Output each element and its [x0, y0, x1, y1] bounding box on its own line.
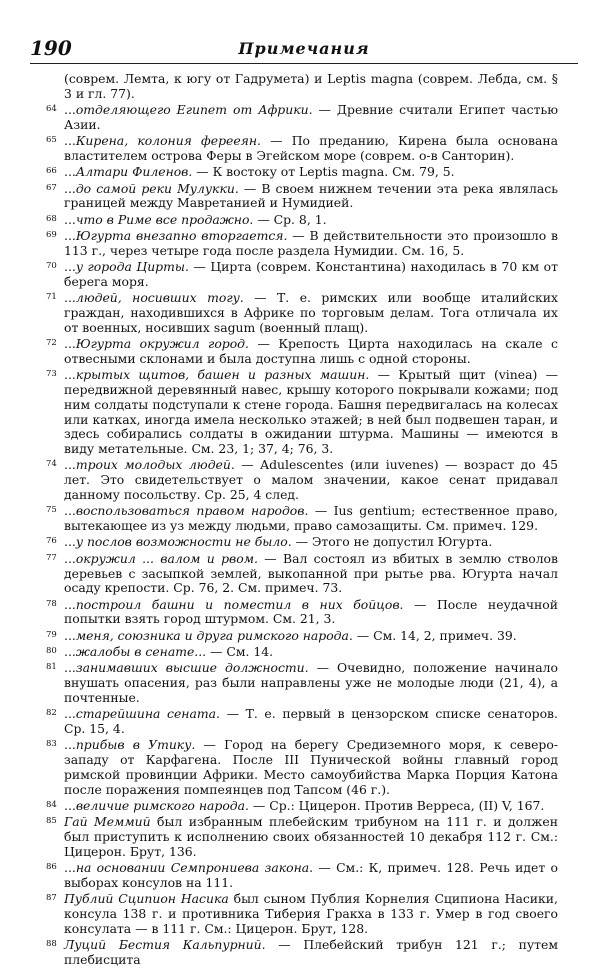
note-number: 84 — [46, 799, 57, 810]
note-text: — См. 14. — [206, 643, 274, 659]
note-lemma: ...Кирена, колония ферееян. — [64, 133, 261, 149]
note-text: — Т. е. первый в цензорском списке сенаторов. Ср. 15, 4. — [64, 706, 558, 736]
note-text: — Ius gentium; естественное право, вытекающее из уз между людьми, право самозащиты. См. примеч. 129. — [64, 503, 558, 534]
note-88 — [46, 937, 558, 968]
note-73 — [46, 367, 558, 457]
note-text: — По преданию, Кирена была основана властителем острова Феры в Эгейском море (соврем. о-в Санторин). — [64, 133, 558, 163]
note-text: — Цирта (соврем. Константина) находилась в 70 км от берега моря. — [64, 259, 558, 289]
note-lemma: ...Югурта окружил город. — [64, 336, 249, 352]
note-number: 67 — [46, 182, 57, 193]
note-lemma: Гай Меммий — [64, 814, 151, 830]
note-lemma: ...воспользоваться правом народов. — [64, 503, 309, 519]
note-number: 85 — [46, 816, 57, 827]
note-lemma: ...на основании Семпрониева закона. — [64, 860, 314, 876]
note-text: — Adulescentes (или iuvenes) — возраст до 45 лет. Это свидетельствует о малом значении, какое сенат придавал данному посольству. Ср. 25, 4 след. — [64, 457, 558, 503]
note-text: — Крепость Цирта находилась на скале с отвесными склонами и была доступна лишь с одной стороны. — [64, 336, 558, 366]
note-text: — Этого не допустил Югурта. — [291, 534, 493, 550]
note-number: 74 — [46, 459, 57, 470]
note-number: 65 — [46, 135, 57, 146]
note-80 — [46, 643, 558, 660]
note-81 — [46, 660, 558, 705]
note-85 — [46, 814, 558, 859]
note-number: 80 — [46, 645, 57, 656]
note-number: 79 — [46, 629, 57, 640]
note-text: — Т. е. римских или вообще италийских граждан, находившихся в Африке по торговым делам. Тога отличала их от военных, носивших sagum (военный плащ). — [64, 290, 558, 335]
note-number: 82 — [46, 708, 57, 719]
note-71 — [46, 290, 558, 335]
note-87 — [46, 891, 558, 936]
note-number: 69 — [46, 229, 57, 240]
note-text: был сыном Публия Корнелия Сципиона Насики, консула 138 г. и противника Тиберия Гракха в 133 г. Умер в год своего консулата — в 111 г. См.: Цицерон. Брут, 128. — [64, 891, 558, 936]
note-lemma: ...крытых щитов, башен и разных машин. — [64, 367, 370, 383]
note-lemma: ...Югурта внезапно вторгается. — [64, 227, 288, 243]
note-number: 78 — [46, 598, 57, 609]
note-number: 76 — [46, 536, 57, 547]
note-number: 66 — [46, 166, 57, 177]
note-number: 83 — [46, 739, 57, 750]
note-lemma: ...величие римского народа. — [64, 797, 249, 813]
note-lemma: ...до самой реки Мулукки. — [64, 180, 239, 196]
note-lemma: Луций Бестия Кальпурний. — [64, 937, 266, 953]
note-text: — См.: К, примеч. 128. Речь идет о выборах консулов на 111. — [64, 860, 558, 890]
note-lemma: ...жалобы в сенате... — [64, 643, 207, 659]
note-68 — [46, 211, 558, 228]
note-number: 72 — [46, 338, 57, 349]
note-text: был избранным плебейским трибуном на 111 г. и должен был приступить к исполнению своих обязанностей 10 декабря 112 г. См.: Цицерон. Брут, 136. — [64, 814, 558, 859]
note-text: — Ср.: Цицерон. Против Верреса, (II) V, 167. — [248, 797, 545, 813]
note-lemma: Публий Сципион Насика — [64, 891, 229, 907]
note-lemma: ...людей, носивших тогу. — [64, 290, 244, 306]
note-lemma: ...занимавших высшие должности. — [64, 660, 309, 676]
note-lemma: ...у города Цирты. — [64, 259, 189, 275]
note-number: 71 — [46, 292, 57, 303]
note-number: 64 — [46, 104, 57, 115]
note-66 — [46, 164, 558, 180]
note-text: — Вал состоял из вбитых в землю стволов деревьев с засыпкой землей, выкопанной при рытье рва. Югурта начал осаду крепости. Ср. 76, 2. См. примеч. 73. — [64, 550, 558, 596]
note-number: 88 — [46, 939, 57, 950]
note-79 — [46, 627, 558, 644]
note-83 — [46, 737, 558, 797]
note-lemma: ...у послов возможности не было. — [64, 534, 292, 550]
note-72 — [46, 336, 558, 367]
page-number: 190 — [30, 36, 72, 60]
note-number: 68 — [46, 213, 57, 224]
note-74 — [46, 457, 558, 503]
note-number: 70 — [46, 261, 57, 272]
note-86 — [46, 860, 558, 891]
note-lemma: ...построил башни и поместил в них бойцов. — [64, 596, 404, 612]
note-82 — [46, 706, 558, 737]
note-lemma: ...отделяющего Египет от Африки. — [64, 102, 313, 118]
note-text: — Город на берегу Средиземного моря, к северо-западу от Карфагена. После III Пунической войны главный город римской провинции Африки. Место самоубийства Марка Порция Катона после поражения помпеянцев под Тапсом (46 г.). — [64, 737, 558, 797]
header-rule — [30, 63, 578, 64]
note-text: — Крытый щит (vinea) — передвижной деревянный навес, крышу которого покрывали кожами; под ним солдаты подступали к стене города. Башня передвигалась на колесах или катках, иногда имела несколько этажей; в ней был подвешен таран, и здесь собирались солдаты в ожидании штурма. Машины — имеются в виду метательные. См. 23, 1; 37, 4; 76, 3. — [64, 367, 558, 457]
note-number: 86 — [46, 862, 57, 873]
note-78 — [46, 596, 558, 628]
note-number: 75 — [46, 505, 57, 516]
note-77 — [46, 550, 558, 596]
note-lemma: ...прибыв в Утику. — [64, 737, 196, 753]
note-text: — В действительности это произошло в 113 г., через четыре года после раздела Нумидии. См. 16, 5. — [64, 227, 558, 258]
running-title: Примечания — [238, 39, 370, 58]
note-lemma: ...меня, союзника и друга римского народа. — [64, 627, 353, 643]
note-text: — Ср. 8, 1. — [253, 211, 327, 227]
note-76 — [46, 534, 558, 550]
note-text: — См. 14, 2, примеч. 39. — [352, 627, 517, 643]
note-continuation: (соврем. Лемта, к югу от Гадрумета) и Leptis magna (соврем. Лебда, см. § 3 и гл. 77). — [64, 71, 558, 101]
note-lemma: ...троих молодых людей. — [64, 457, 235, 473]
note-lemma: ...окружил ... валом и рвом. — [64, 550, 258, 566]
note-lemma: ...старейшина сената. — [64, 706, 220, 722]
note-67 — [46, 180, 558, 212]
note-69 — [46, 227, 558, 259]
notes-list — [46, 71, 559, 969]
note-lemma: ...Алтари Филенов. — [64, 164, 193, 180]
note-number: 77 — [46, 552, 57, 563]
note-number: 81 — [46, 662, 57, 673]
note-text: — Очевидно, положение начинало внушать опасения, раз были направлены уже не молодые люди (21, 4), а почтенные. — [64, 660, 558, 705]
note-lemma: ...что в Риме все продажно. — [64, 211, 254, 227]
note-64 — [46, 102, 559, 133]
note-84 — [46, 797, 558, 814]
note-number: 87 — [46, 893, 57, 904]
note-70 — [46, 259, 558, 290]
note-65 — [46, 133, 558, 164]
note-text: — К востоку от Leptis magna. См. 79, 5. — [192, 164, 455, 180]
note-text: — Плебейский трибун 121 г.; путем плебисцита — [64, 937, 558, 967]
note-text: — Древние считали Египет частью Азии. — [64, 102, 559, 132]
note-number: 73 — [46, 369, 57, 380]
note-75 — [46, 503, 558, 534]
page-header — [30, 37, 578, 61]
note-text: — После неудачной попытки взять город штурмом. См. 21, 3. — [64, 596, 558, 627]
note-text: — В своем нижнем течении эта река являлась границей между Мавретанией и Нумидией. — [64, 180, 558, 211]
